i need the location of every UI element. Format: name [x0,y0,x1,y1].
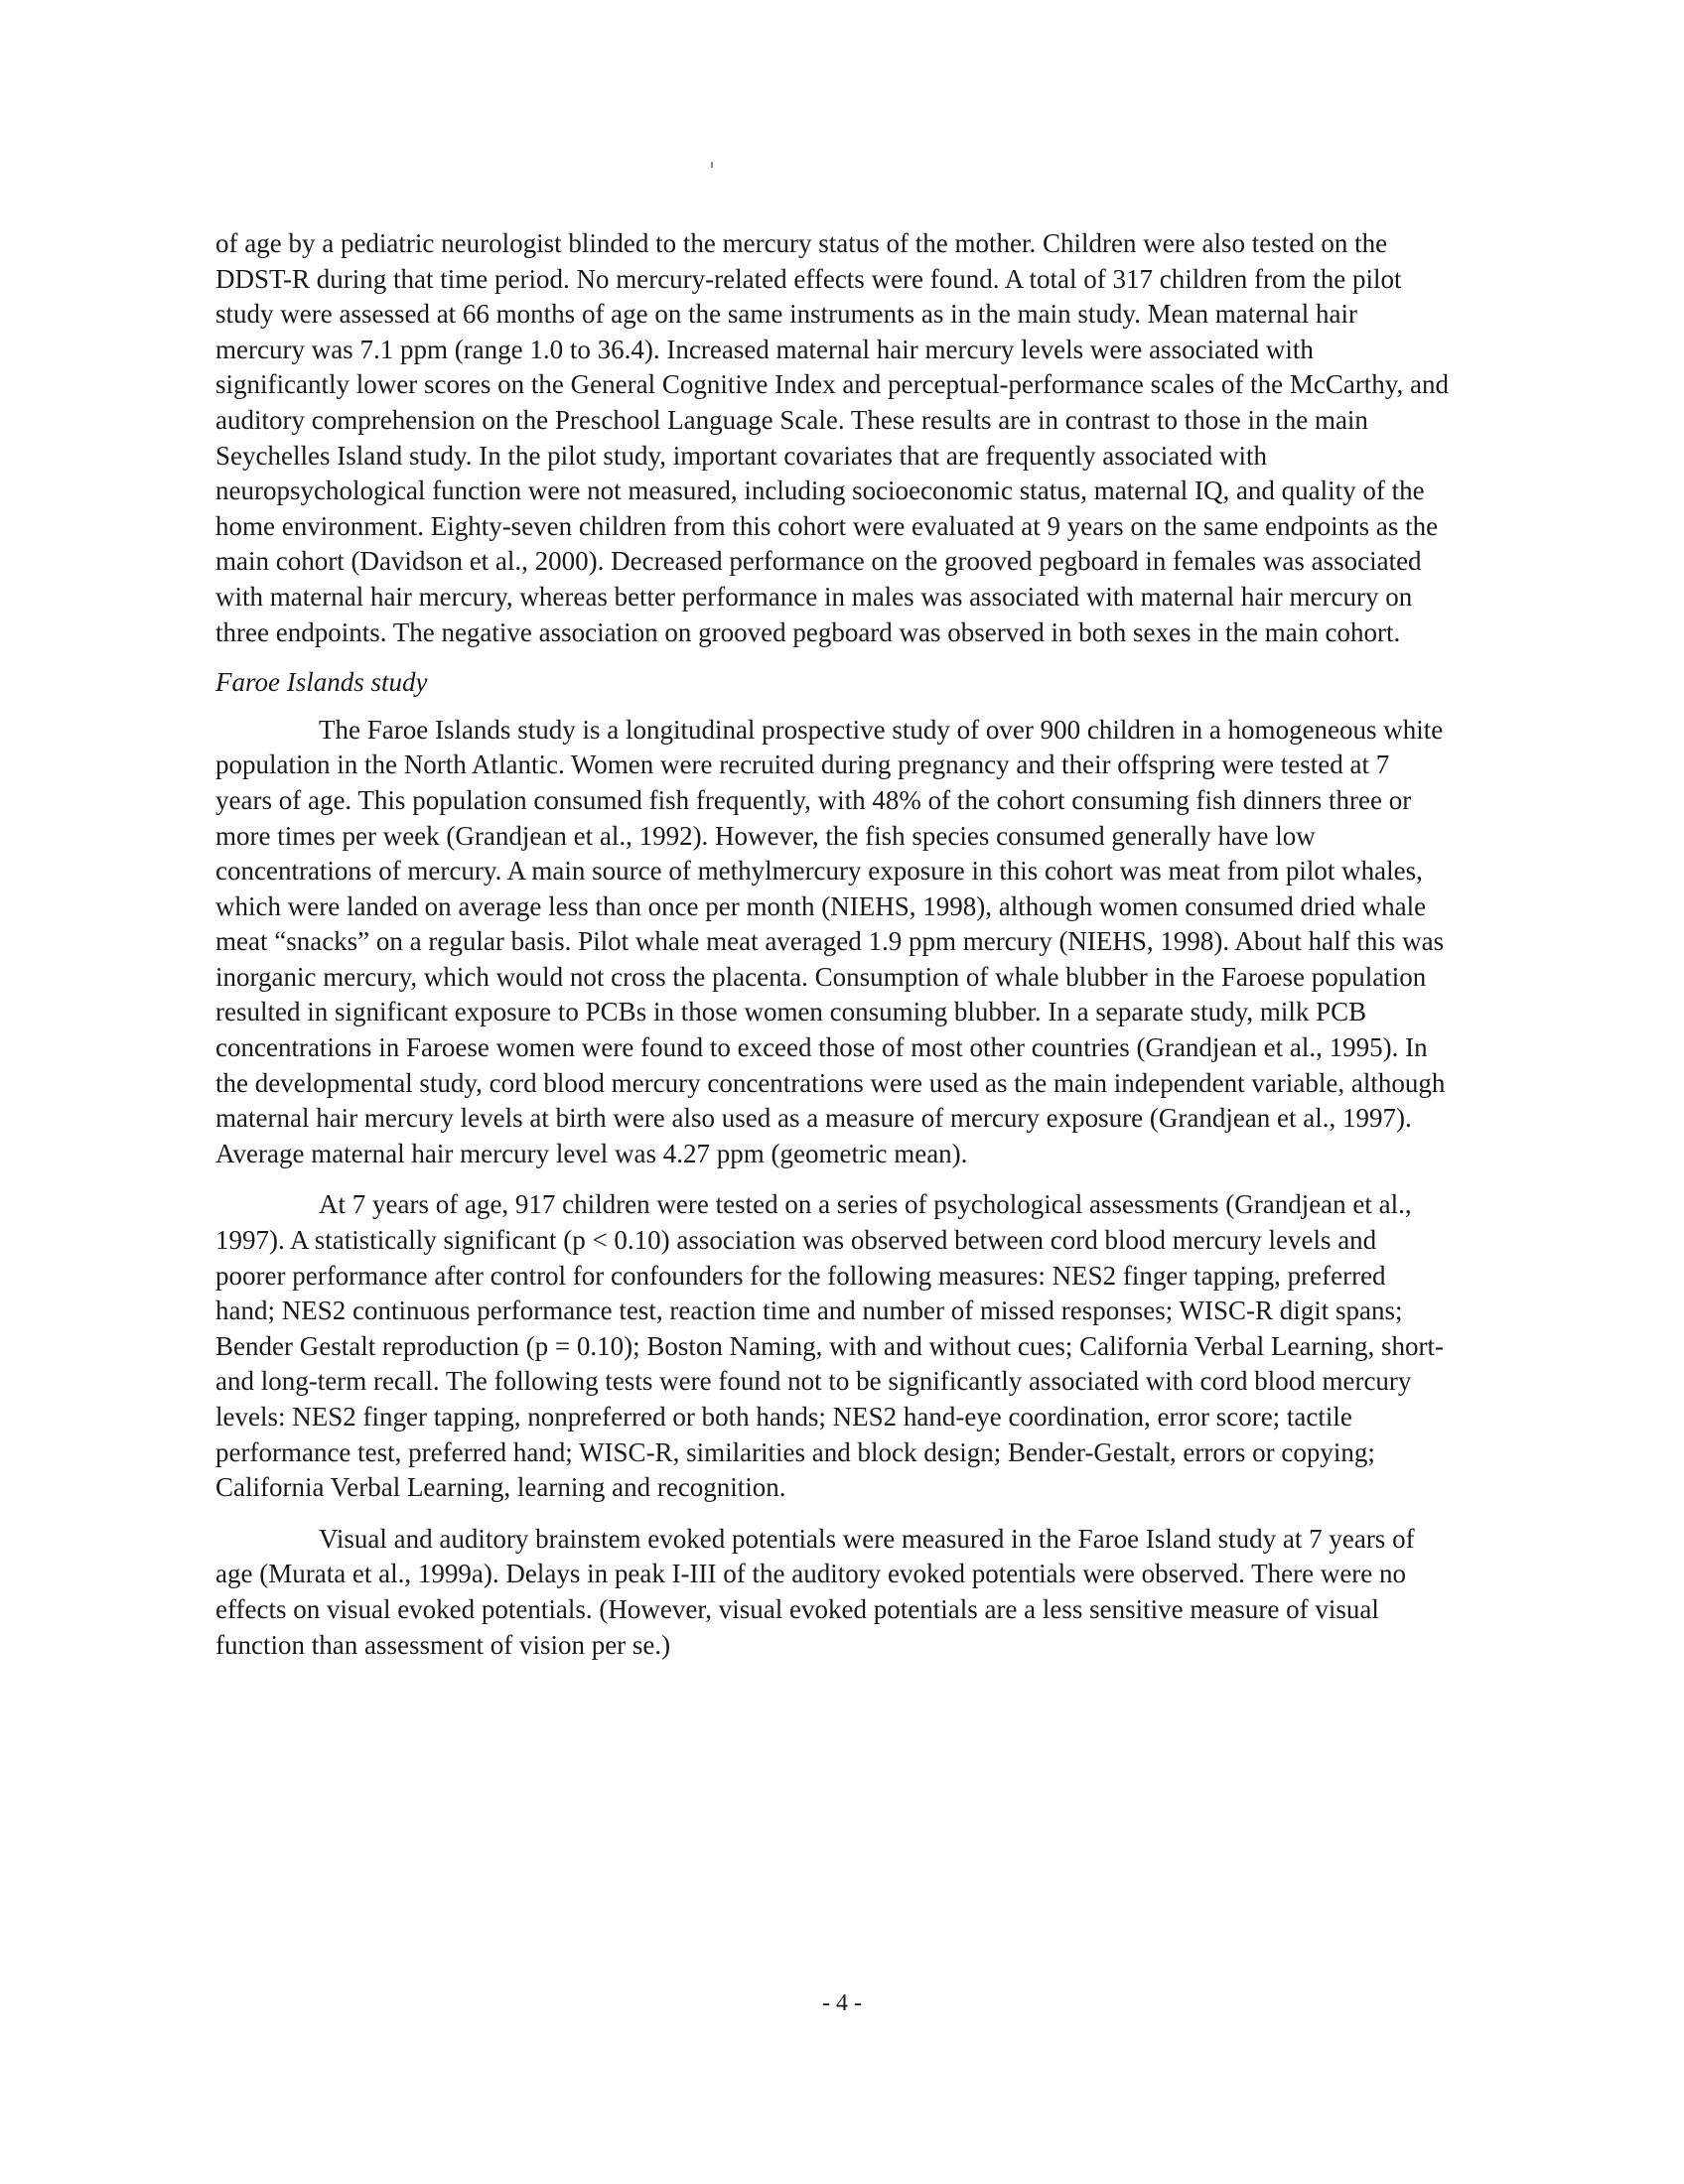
paragraph-faroe-assessments: At 7 years of age, 917 children were tested on a series of psychological assessments (Grandjean et al., 1997). A statistically significant (p < 0.10) association was observed between cord blood mercury levels and poorer performance after control for confounders for the following measures: NES2 finger tapping, preferred hand; NES2 continuous performance test, reaction time and number of missed responses; WISC-R digit spans; Bender Gestalt reproduction (p = 0.10); Boston Naming, with and without cues; California Verbal Learning, short- and long-term recall. The following tests were found not to be significantly associated with cord blood mercury levels: NES2 finger tapping, nonpreferred or both hands; NES2 hand-eye coordination, error score; tactile performance test, preferred hand; WISC-R, similarities and block design; Bender-Gestalt, errors or copying; California Verbal Learning, learning and recognition. [215,1189,1444,1503]
document-body [215,226,1452,1663]
page-number: - 4 - [822,1990,862,2016]
section-heading-faroe: Faroe Islands study [215,667,428,698]
paragraph-faroe-intro: The Faroe Islands study is a longitudinal prospective study of over 900 children in a homogeneous white population in the North Atlantic. Women were recruited during pregnancy and their offspring were tested at 7 years of age. This population consumed fish frequently, with 48% of the cohort consuming fish dinners three or more times per week (Grandjean et al., 1992). However, the fish species consumed generally have low concentrations of mercury. A main source of methylmercury exposure in this cohort was meat from pilot whales, which were landed on average less than once per month (NIEHS, 1998), although women consumed dried whale meat “snacks” on a regular basis. Pilot whale meat averaged 1.9 ppm mercury (NIEHS, 1998). About half this was inorganic mercury, which would not cross the placenta. Consumption of whale blubber in the Faroese population resulted in significant exposure to PCBs in those women consuming blubber. In a separate study, milk PCB concentrations in Faroese women were found to exceed those of most other countries (Grandjean et al., 1995). In the developmental study, cord blood mercury concentrations were used as the main independent variable, although maternal hair mercury levels at birth were also used as a measure of mercury exposure (Grandjean et al., 1997). Average maternal hair mercury level was 4.27 ppm (geometric mean). [215,714,1446,1168]
paragraph-evoked-potentials: Visual and auditory brainstem evoked potentials were measured in the Faroe Island study at 7 years of age (Murata et al., 1999a). Delays in peak I-III of the auditory evoked potentials were observed. There were no effects on visual evoked potentials. (However, visual evoked potentials are a less sensitive measure of visual function than assessment of vision per se.) [215,1523,1415,1660]
scan-speck [711,162,713,168]
paragraph-pilot-study: of age by a pediatric neurologist blinded to the mercury status of the mother. Children were also tested on the DDST-R during that time period. No mercury-related effects were found. A total of 317 children from the pilot study were assessed at 66 months of age on the same instruments as in the main study. Mean maternal hair mercury was 7.1 ppm (range 1.0 to 36.4). Increased maternal hair mercury levels were associated with significantly lower scores on the General Cognitive Index and perceptual-performance scales of the McCarthy, and auditory comprehension on the Preschool Language Scale. These results are in contrast to those in the main Seychelles Island study. In the pilot study, important covariates that are frequently associated with neuropsychological function were not measured, including socioeconomic status, maternal IQ, and quality of the home environment. Eighty-seven children from this cohort were evaluated at 9 years on the same endpoints as the main cohort (Davidson et al., 2000). Decreased performance on the grooved pegboard in females was associated with maternal hair mercury, whereas better performance in males was associated with maternal hair mercury on three endpoints. The negative association on grooved pegboard was observed in both sexes in the main cohort. [215,228,1450,647]
